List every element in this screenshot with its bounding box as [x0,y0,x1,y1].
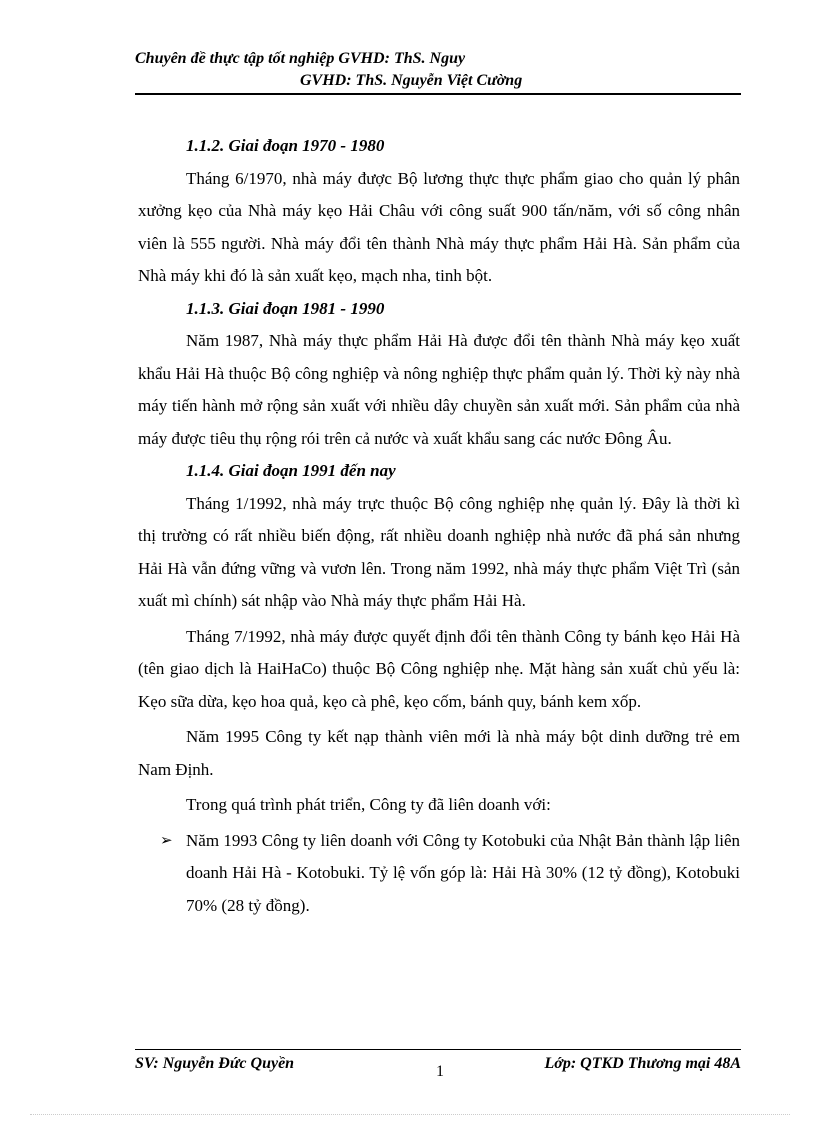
paragraph: Tháng 1/1992, nhà máy trực thuộc Bộ công nghiệp nhẹ quản lý. Đây là thời kì thị trường có rất nhiều biến động, rất nhiều doanh nghiệp nhà nước đã phá sản nhưng Hải Hà vẫn đứng vững và vươn lên. Trong năm 1992, nhà máy thực phẩm Việt Trì (sản xuất mì chính) sát nhập vào Nhà máy thực phẩm Hải Hà. [138,493,740,610]
footer-class-name: Lớp: QTKD Thương mại 48A [544,1055,741,1072]
section-heading-1-1-2: 1.1.2. Giai đoạn 1970 - 1980 [186,136,385,155]
bullet-list-item [138,825,740,923]
paragraph: Năm 1995 Công ty kết nạp thành viên mới là nhà máy bột dinh dưỡng trẻ em Nam Định. [138,727,740,779]
page-header [135,48,741,92]
bullet-text: Năm 1993 Công ty liên doanh với Công ty Kotobuki của Nhật Bản thành lập liên doanh Hải Hà - Kotobuki. Tỷ lệ vốn góp là: Hải Hà 30% (12 tỷ đồng), Kotobuki 70% (28 tỷ đồng). [186,830,740,915]
header-divider [135,93,741,95]
header-line-2: GVHD: ThS. Nguyễn Việt Cường [300,72,523,89]
page-body [138,130,740,922]
page-number: 1 [436,1063,444,1080]
page-footer [135,1055,741,1079]
page-bottom-edge [30,1114,790,1115]
footer-student-name: SV: Nguyễn Đức Quyền [135,1055,295,1072]
paragraph: Năm 1987, Nhà máy thực phẩm Hải Hà được đổi tên thành Nhà máy kẹo xuất khẩu Hải Hà thuộc Bộ công nghiệp và nông nghiệp thực phẩm quản lý. Thời kỳ này nhà máy tiến hành mở rộng sản xuất với nhiều dây chuyền sản xuất mới. Sản phẩm của nhà máy được tiêu thụ rộng rói trên cả nước và xuất khẩu sang các nước Đông Âu. [138,331,740,448]
footer-divider [135,1049,741,1050]
section-heading-1-1-3: 1.1.3. Giai đoạn 1981 - 1990 [186,298,385,318]
paragraph: Trong quá trình phát triển, Công ty đã liên doanh với: [186,795,551,814]
paragraph: Tháng 7/1992, nhà máy được quyết định đổi tên thành Công ty bánh kẹo Hải Hà (tên giao dịch là HaiHaCo) thuộc Bộ Công nghiệp nhẹ. Mặt hàng sản xuất chủ yếu là: Kẹo sữa dừa, kẹo hoa quả, kẹo cà phê, kẹo cốm, bánh quy, bánh kem xốp. [138,626,740,711]
arrowhead-icon: ➢ [160,832,173,849]
paragraph: Tháng 6/1970, nhà máy được Bộ lương thực thực phẩm giao cho quản lý phân xưởng kẹo của Nhà máy kẹo Hải Châu với công suất 900 tấn/năm, với số công nhân viên là 555 người. Nhà máy đổi tên thành Nhà máy thực phẩm Hải Hà. Sản phẩm của Nhà máy khi đó là sản xuất kẹo, mạch nha, tinh bột. [138,168,740,285]
header-line-1: Chuyên đề thực tập tốt nghiệp GVHD: ThS. Nguy [135,50,466,67]
section-heading-1-1-4: 1.1.4. Giai đoạn 1991 đến nay [186,461,396,480]
